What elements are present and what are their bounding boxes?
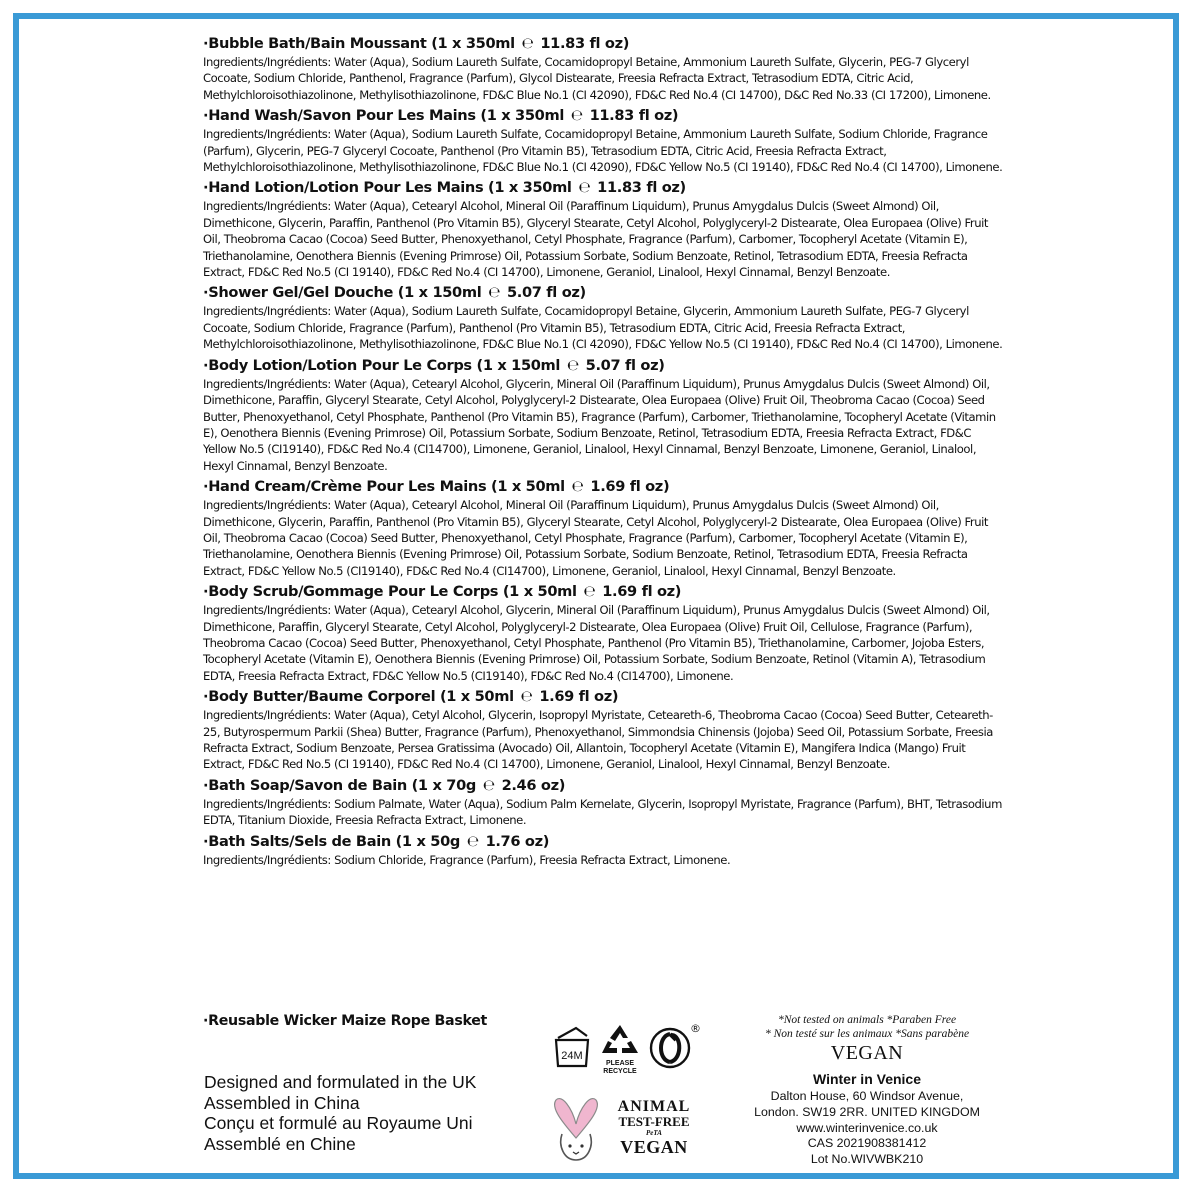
origin-line: Conçu et formulé au Royaume Uni (204, 1113, 473, 1133)
origin-statement (204, 1072, 476, 1154)
estimated-sign-icon: ℮ (520, 688, 533, 706)
product-shower-gel (203, 283, 1003, 352)
product-title: ·Hand Wash/Savon Pour Les Mains (1 x 350ml ℮ 11.83 fl oz) (203, 107, 679, 125)
lot-number: Lot No.WIVWBK210 (810, 1152, 924, 1167)
product-title: ·Hand Lotion/Lotion Pour Les Mains (1 x 350ml ℮ 11.83 fl oz) (203, 179, 686, 197)
bunny-icon (548, 1094, 604, 1164)
product-title: ·Bath Soap/Savon de Bain (1 x 70g ℮ 2.46 oz) (203, 776, 566, 794)
estimated-sign-icon: ℮ (578, 179, 591, 197)
estimated-sign-icon: ℮ (571, 478, 584, 496)
product-body-lotion (203, 356, 1003, 474)
product-ingredients: Ingredients/Ingrédients: Sodium Palmate, Water (Aqua), Sodium Palm Kernelate, Glycerin, Isopropyl Myristate, Fragrance (Parfum), BHT, Tetrasodium EDTA, Titanium Dioxide, Freesia Refracta Extract, Limonene. (203, 796, 1002, 828)
registered-mark: ® (690, 1022, 701, 1035)
peta-logo: PeTA (646, 1129, 662, 1137)
ingredients-list (203, 34, 1003, 871)
product-title: ·Body Butter/Baume Corporel (1 x 50ml ℮ 1.69 fl oz) (203, 688, 619, 706)
company-address: Dalton House, 60 Windsor Avenue, (770, 1089, 964, 1103)
animal-test-free-badge (604, 1098, 704, 1157)
product-bath-salts (203, 832, 1003, 868)
product-body-butter (203, 687, 1003, 773)
estimated-sign-icon: ℮ (566, 356, 579, 374)
origin-line: Assemblé en Chine (204, 1133, 356, 1154)
company-address: London. SW19 2RR. UNITED KINGDOM (754, 1104, 980, 1119)
recycle-icon (598, 1022, 642, 1058)
green-dot-icon (648, 1026, 692, 1070)
claims-notes (722, 1014, 1012, 1041)
product-title: ·Bath Salts/Sels de Bain (1 x 50g ℮ 1.76 oz) (203, 832, 550, 850)
product-ingredients: Ingredients/Ingrédients: Water (Aqua), Cetearyl Alcohol, Glycerin, Mineral Oil (Paraffinum Liquidum), Prunus Amygdalus Dulcis (Sweet Almond) Oil, Dimethicone, Paraffin, Glyceryl Stearate, Cetyl Alcohol, Polyglyceryl-2 Distearate, Olea Europaea (Olive) Fruit Oil, Cellulose, Fragrance (Parfum), Theobroma Cacao (Cocoa) Seed Butter, Phenoxyethanol, Cetyl Phosphate, Panthenol (Pro Vitamin B5), Triethanolamine, Carbomer, Jojoba Esters, Tocopheryl Acetate (Vitamin E), Oenothera Biennis (Evening Primrose) Oil, Potassium Sorbate, Sodium Benzoate, Retinol (Vitamin A), Tetrasodium EDTA, Freesia Refracta Extract, FD&C Yellow No.5 (CI19140), FD&C Red No.4 (CI14700), Limonene. (203, 603, 990, 683)
product-hand-lotion (203, 178, 1003, 280)
estimated-sign-icon: ℮ (488, 284, 501, 302)
product-ingredients: Ingredients/Ingrédients: Water (Aqua), Sodium Laureth Sulfate, Cocamidopropyl Betaine, Ammonium Laureth Sulfate, Sodium Chloride, Fragrance (Parfum), Glycerin, PEG-7 Glyceryl Cocoate, Panthenol (Pro Vitamin B5), Tetrasodium EDTA, Citric Acid, Freesia Refracta Extract, Methylchloroisothiazolinone, Methylisothiazolinone, FD&C Blue No.1 (CI 42090), FD&C Yellow No.5 (CI 19140), FD&C Red No.4 (CI 14700), Limonene. (203, 127, 1003, 175)
badge-line: ANIMAL (617, 1098, 691, 1115)
cas-number: CAS 2021908381412 (807, 1136, 927, 1151)
pao-jar-icon (550, 1026, 594, 1070)
recycle-label: PLEASE RECYCLE (603, 1060, 637, 1075)
pao-label: 24M (561, 1050, 583, 1062)
badge-line: TEST-FREE (618, 1114, 690, 1129)
company-website: www.winterinvenice.co.uk (796, 1120, 938, 1135)
vegan-label: VEGAN (830, 1042, 904, 1064)
symbols-area (548, 1018, 718, 1168)
basket-line: ·Reusable Wicker Maize Rope Basket (203, 1013, 488, 1029)
origin-line: Assembled in China (204, 1092, 360, 1113)
company-info (722, 1070, 1012, 1168)
company-name: Winter in Venice (812, 1071, 921, 1087)
note-line: *Not tested on animals *Paraben Free (777, 1014, 957, 1026)
product-title: ·Hand Cream/Crème Pour Les Mains (1 x 50ml ℮ 1.69 fl oz) (203, 478, 670, 496)
estimated-sign-icon: ℮ (482, 776, 495, 794)
product-ingredients: Ingredients/Ingrédients: Water (Aqua), Cetearyl Alcohol, Glycerin, Mineral Oil (Paraffinum Liquidum), Prunus Amygdalus Dulcis (Sweet Almond) Oil, Dimethicone, Paraffin, Glyceryl Stearate, Cetyl Alcohol, Polyglyceryl-2 Distearate, Olea Europaea (Olive) Fruit Oil, Theobroma Cacao (Cocoa) Seed Butter, Phenoxyethanol, Cetyl Phosphate, Panthenol (Pro Vitamin B5), Fragrance (Parfum), Carbomer, Triethanolamine, Tocopheryl Acetate (Vitamin E), Oenothera Biennis (Evening Primrose) Oil, Potassium Sorbate, Sodium Benzoate, Retinol, Tetrasodium EDTA, Freesia Refracta Extract, FD&C Yellow No.5 (CI19140), FD&C Red No.4 (CI14700), Limonene, Geraniol, Linalool, Hexyl Cinnamal, Benzyl Benzoate, Limonene, Geraniol, Linalool, Hexyl Cinnamal, Benzyl Benzoate. (203, 376, 996, 473)
product-ingredients: Ingredients/Ingrédients: Water (Aqua), Cetearyl Alcohol, Mineral Oil (Paraffinum Liquidum), Prunus Amygdalus Dulcis (Sweet Almond) Oil, Dimethicone, Glycerin, Paraffin, Panthenol (Pro Vitamin B5), Glyceryl Stearate, Cetyl Alcohol, Polyglyceryl-2 Distearate, Olea Europaea (Olive) Fruit Oil, Theobroma Cacao (Cocoa) Seed Butter, Phenoxyethanol, Cetyl Phosphate, Fragrance (Parfum), Carbomer, Tocopheryl Acetate (Vitamin E), Triethanolamine, Oenothera Biennis (Evening Primrose) Oil, Potassium Sorbate, Sodium Benzoate, Retinol, Tetrasodium EDTA, Freesia Refracta Extract, FD&C Yellow No.5 (CI19140), FD&C Red No.4 (CI14700), Limonene, Geraniol, Linalool, Hexyl Cinnamal, Benzyl Benzoate. (203, 498, 988, 578)
product-ingredients: Ingredients/Ingrédients: Water (Aqua), Sodium Laureth Sulfate, Cocamidopropyl Betaine, Ammonium Laureth Sulfate, Glycerin, PEG-7 Glyceryl Cocoate, Sodium Chloride, Panthenol, Fragrance (Parfum), Glycol Distearate, Freesia Refracta Extract, Tetrasodium EDTA, Citric Acid, Methylchloroisothiazolinone, Methylisothiazolinone, FD&C Blue No.1 (CI 42090), FD&C Red No.4 (CI 14700), D&C Red No.33 (CI 17200), Limonene. (203, 55, 991, 102)
estimated-sign-icon: ℮ (466, 832, 479, 850)
estimated-sign-icon: ℮ (521, 35, 534, 52)
product-bubble-bath (203, 34, 1003, 103)
product-ingredients: Ingredients/Ingrédients: Sodium Chloride, Fragrance (Parfum), Freesia Refracta Extract, Limonene. (203, 852, 731, 867)
product-ingredients: Ingredients/Ingrédients: Water (Aqua), Cetearyl Alcohol, Mineral Oil (Paraffinum Liquidum), Prunus Amygdalus Dulcis (Sweet Almond) Oil, Dimethicone, Glycerin, Paraffin, Panthenol (Pro Vitamin B5), Glyceryl Stearate, Cetyl Alcohol, Polyglyceryl-2 Distearate, Olea Europaea (Olive) Fruit Oil, Theobroma Cacao (Cocoa) Seed Butter, Phenoxyethanol, Cetyl Phosphate, Fragrance (Parfum), Carbomer, Tocopheryl Acetate (Vitamin E), Triethanolamine, Oenothera Biennis (Evening Primrose) Oil, Potassium Sorbate, Sodium Benzoate, Retinol, Tetrasodium EDTA, Freesia Refracta Extract, FD&C Red No.5 (CI 19140), FD&C Red No.4 (CI 14700), Limonene, Geraniol, Linalool, Hexyl Cinnamal, Benzyl Benzoate. (203, 199, 988, 280)
estimated-sign-icon: ℮ (583, 583, 596, 601)
product-hand-wash (203, 106, 1003, 175)
product-body-scrub (203, 582, 1003, 684)
product-title: ·Bubble Bath/Bain Moussant (1 x 350ml ℮ 11.83 fl oz) (203, 35, 630, 52)
estimated-sign-icon: ℮ (570, 107, 583, 125)
product-title: ·Body Lotion/Lotion Pour Le Corps (1 x 150ml ℮ 5.07 fl oz) (203, 356, 665, 374)
badge-line: VEGAN (620, 1137, 688, 1157)
note-line: * Non testé sur les animaux *Sans parabène (764, 1027, 970, 1040)
product-bath-soap (203, 776, 1003, 829)
product-ingredients: Ingredients/Ingrédients: Water (Aqua), Sodium Laureth Sulfate, Cocamidopropyl Betaine, Glycerin, Ammonium Laureth Sulfate, PEG-7 Glyceryl Cocoate, Sodium Chloride, Fragrance (Parfum), Panthenol (Pro Vitamin B5), Tetrasodium EDTA, Citric Acid, Freesia Refracta Extract, Methylchloroisothiazolinone, Methylisothiazolinone, FD&C Blue No.1 (CI 42090), FD&C Yellow No.5 (CI 19140), FD&C Red No.4 (CI 14700), Limonene. (203, 304, 1003, 352)
product-title: ·Shower Gel/Gel Douche (1 x 150ml ℮ 5.07 fl oz) (203, 284, 586, 302)
product-hand-cream (203, 477, 1003, 579)
product-title: ·Body Scrub/Gommage Pour Le Corps (1 x 50ml ℮ 1.69 fl oz) (203, 583, 682, 601)
origin-line: Designed and formulated in the UK (204, 1072, 477, 1092)
product-ingredients: Ingredients/Ingrédients: Water (Aqua), Cetyl Alcohol, Glycerin, Isopropyl Myristate, Ceteareth-6, Theobroma Cacao (Cocoa) Seed Butter, Ceteareth-25, Butyrospermum Parkii (Shea) Butter, Fragrance (Parfum), Phenoxyethanol, Simmondsia Chinensis (Jojoba) Seed Oil, Potassium Sorbate, Freesia Refracta Extract, Sodium Benzoate, Persea Gratissima (Avocado) Oil, Allantoin, Tocopheryl Acetate (Vitamin E), Mangifera Indica (Mango) Fruit Extract, FD&C Red No.5 (CI 19140), FD&C Red No.4 (CI 14700), Limonene, Geraniol, Linalool, Hexyl Cinnamal, Benzyl Benzoate. (203, 708, 993, 772)
